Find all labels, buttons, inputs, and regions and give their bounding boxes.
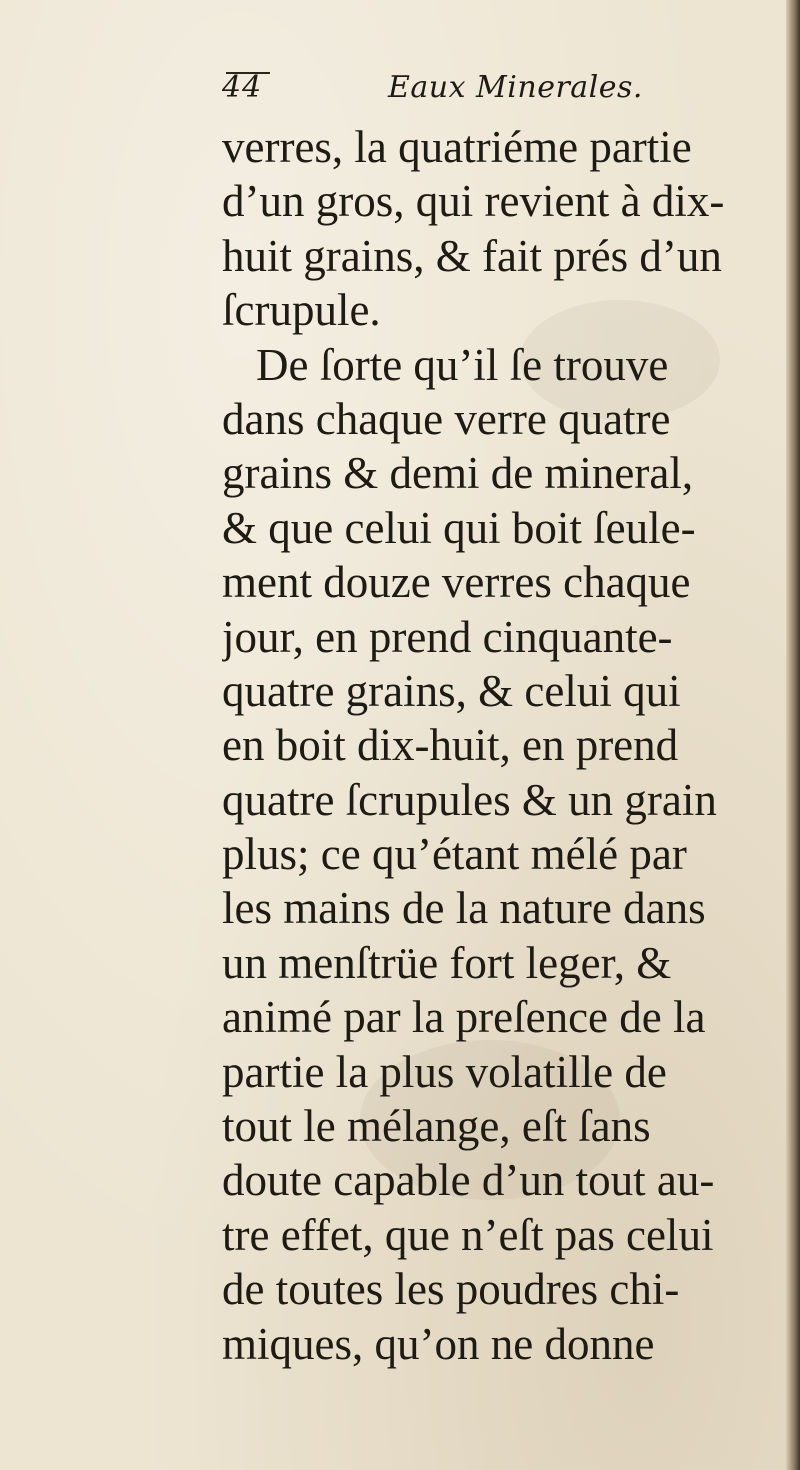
text-line: ſcrupule. [222, 285, 381, 336]
text-line: d’un gros, qui revient à dix- [222, 176, 725, 227]
text-line: quatre ſcrupules & un grain [222, 774, 717, 825]
text-line: doute capable d’un tout au- [222, 1155, 715, 1206]
text-line: verres, la quatriéme partie [222, 122, 692, 172]
text-line: grains & demi de mineral, [222, 448, 694, 499]
text-line: huit grains, & fait prés d’un [222, 230, 722, 281]
text-line: plus; ce qu’étant mélé par [222, 829, 687, 880]
running-title: Eaux Minerales. [388, 70, 643, 105]
page-number: 44 [222, 70, 263, 105]
text-line: & que celui qui boit ſeule- [222, 502, 696, 553]
text-line: partie la plus volatille de [222, 1046, 667, 1097]
text-line: dans chaque verre quatre [222, 393, 671, 444]
text-line: jour, en prend cinquante- [222, 611, 673, 662]
page-edge-shadow [786, 0, 800, 1470]
text-line: animé par la preſence de la [222, 992, 706, 1043]
body-text [222, 120, 770, 1371]
text-line: de toutes les poudres chi- [222, 1264, 680, 1315]
text-line: quatre grains, & celui qui [222, 665, 681, 716]
text-line: ment douze verres chaque [222, 557, 691, 608]
text-line: tout le mélange, eſt ſans [222, 1101, 651, 1152]
text-line: un menſtrüe fort leger, & [222, 937, 672, 988]
text-line: tre effet, que n’eſt pas celui [222, 1209, 714, 1260]
text-line: miques, qu’on ne donne [222, 1318, 655, 1369]
paragraph-start-line: De ſorte qu’il ſe trouve [256, 339, 669, 390]
text-line: les mains de la nature dans [222, 883, 706, 934]
running-head [222, 66, 742, 110]
text-line: en boit dix-huit, en prend [222, 720, 679, 771]
